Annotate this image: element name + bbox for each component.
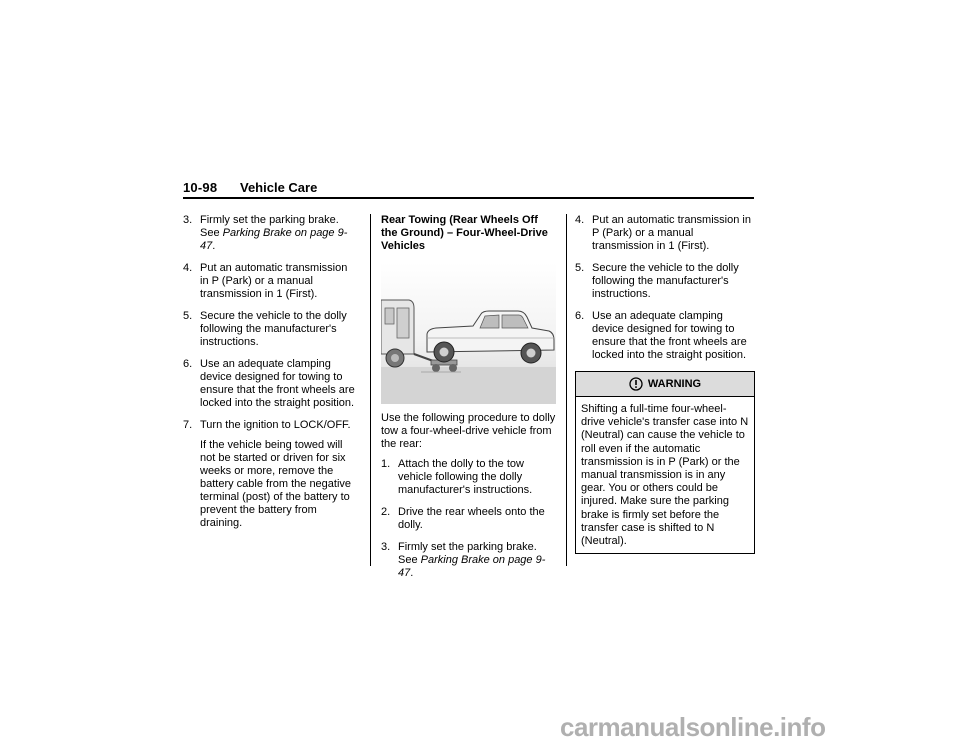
step-text: Attach the dolly to the tow vehicle following the dolly manufacturer's instructions. [398,458,533,496]
header-rule [183,197,754,199]
step-item [183,262,358,301]
column-divider [566,214,567,566]
step-text: Secure the vehicle to the dolly following the manufacturer's instructions. [200,310,347,348]
step-number: 1. [381,458,391,470]
step-number: 4. [183,262,193,274]
step-text: Use an adequate clamping device designed for towing to ensure that the front wheels are locked into the straight position. [592,310,747,361]
step-item [183,419,358,530]
step-text: Turn the ignition to LOCK/OFF. [200,419,351,431]
step-item [381,458,556,497]
step-item [381,541,556,580]
intro-text: Use the following procedure to dolly tow a four-wheel-drive vehicle from the rear: [381,412,556,450]
step-text: Firmly set the parking brake. [200,214,339,226]
step-text: Put an automatic transmission in P (Park) or a manual transmission in 1 (First). [592,214,751,252]
ref-suffix: . [212,240,216,252]
step-item [575,262,755,301]
step-item [183,358,358,410]
column-3 [575,214,755,554]
step-text: Drive the rear wheels onto the dolly. [398,506,545,531]
warning-icon [629,377,643,391]
warning-title: WARNING [647,377,702,390]
step-number: 3. [381,541,391,553]
section-heading: Rear Towing (Rear Wheels Off the Ground) – Four-Wheel-Drive Vehicles [381,214,548,252]
step-item [381,506,556,532]
step-number: 4. [575,214,585,226]
step-item [575,310,755,362]
watermark: carmanualsonline.info [560,712,826,742]
ref-prefix: See [398,554,421,566]
pickup-truck-on-dolly-illustration [381,262,556,404]
warning-header [576,372,754,397]
step-text: Firmly set the parking brake. [398,541,537,553]
step-number: 7. [183,419,193,431]
column-divider [370,214,371,566]
step-number: 5. [575,262,585,274]
step-number: 6. [575,310,585,322]
step-text: Secure the vehicle to the dolly following the manufacturer's instructions. [592,262,739,300]
step-subtext: If the vehicle being towed will not be started or driven for six weeks or more, remove the battery cable from the negative terminal (post) of the battery to prevent the battery from draining. [200,439,352,529]
step-item [183,214,358,253]
step-number: 5. [183,310,193,322]
step-item [575,214,755,253]
warning-text: Shifting a full-time four-wheel-drive vehicle's transfer case into N (Neutral) can cause the vehicle to roll even if the automatic transmission is in P (Park) or the manual transmission is in any gear. You or others could be injured. Make sure the parking brake is firmly set before the transfer case is shifted to N (Neutral). [581,403,749,548]
section-title: Vehicle Care [240,180,318,195]
column-1 [183,214,358,539]
step-number: 3. [183,214,193,226]
step-text: Put an automatic transmission in P (Park) or a manual transmission in 1 (First). [200,262,348,300]
cross-reference-link[interactable]: Parking Brake on page 9-47 [200,227,348,252]
step-number: 6. [183,358,193,370]
step-text: Use an adequate clamping device designed for towing to ensure that the front wheels are locked into the straight position. [200,358,355,409]
ref-prefix: See [200,227,223,239]
towing-illustration [381,262,556,404]
cross-reference-link[interactable]: Parking Brake on page 9-47 [398,554,546,579]
step-number: 2. [381,506,391,518]
column-2 [381,214,556,589]
warning-box [575,371,755,554]
page-number: 10-98 [183,180,218,195]
step-item [183,310,358,349]
ref-suffix: . [410,567,414,579]
